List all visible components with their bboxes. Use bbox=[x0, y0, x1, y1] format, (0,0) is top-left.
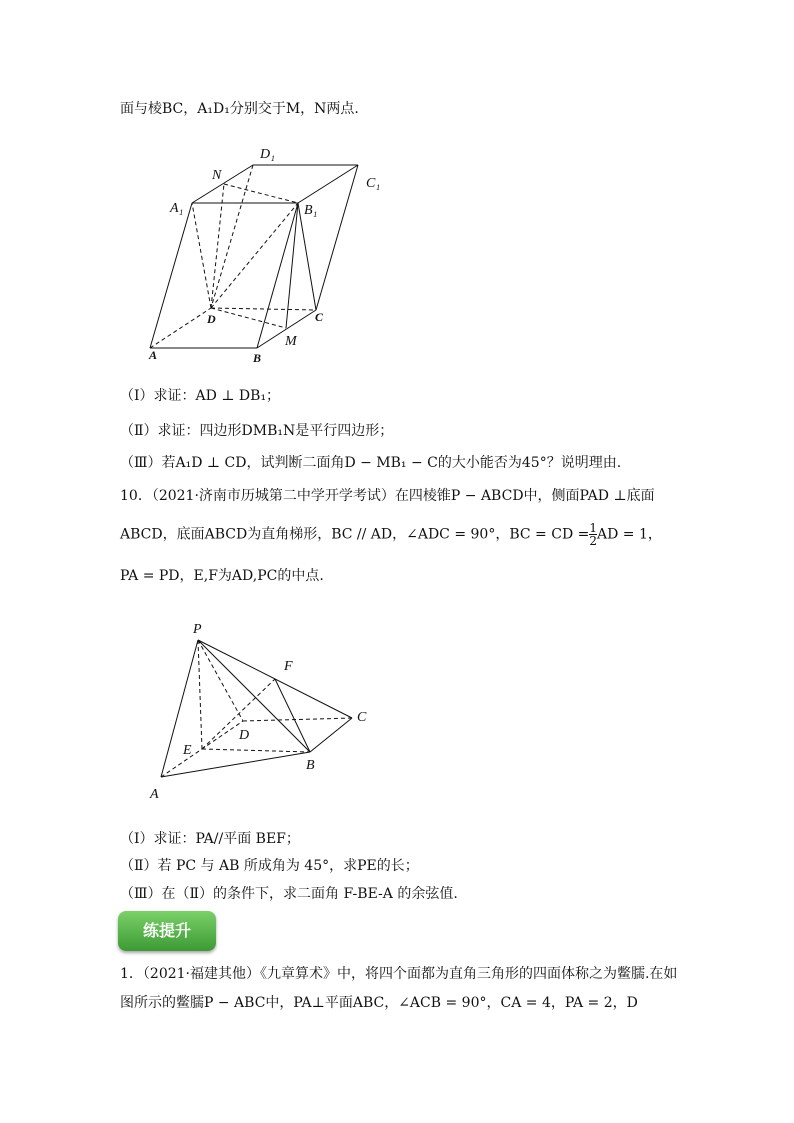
q9-part2: （Ⅱ）求证：四边形DMB₁N是平行四边形； bbox=[120, 423, 394, 439]
q1-line1: 1．（2021·福建其他）《九章算术》中，将四个面都为直角三角形的四面体称之为鳖臑.在如 bbox=[120, 966, 678, 982]
label-M: M bbox=[285, 334, 297, 349]
q10-part1: （Ⅰ）求证：PA//平面 BEF； bbox=[120, 831, 300, 847]
fraction-half: $\frac{1}{2}$ bbox=[589, 521, 597, 548]
q9-part1: （Ⅰ）求证：AD ⊥ DB₁； bbox=[120, 388, 281, 404]
intro-line: 面与棱BC，A₁D₁分别交于M，N两点. bbox=[120, 101, 359, 117]
label-C: C bbox=[357, 710, 367, 725]
label-A: A bbox=[149, 348, 158, 362]
label-B: B bbox=[306, 758, 315, 773]
label-N: N bbox=[212, 168, 222, 183]
label-E: E bbox=[183, 743, 192, 758]
practice-badge: 练提升 bbox=[118, 911, 216, 951]
label-P: P bbox=[193, 622, 202, 637]
label-D: D bbox=[239, 728, 250, 743]
q10-part2: （Ⅱ）若 PC 与 AB 所成角为 45°，求PE的长； bbox=[120, 858, 419, 874]
label-A1: A₁ bbox=[170, 201, 184, 216]
q1-line2: 图所示的鳖臑P − ABC中，PA⊥平面ABC，∠ACB = 90°，CA = 4，PA = 2，D bbox=[120, 995, 638, 1011]
label-D1: D₁ bbox=[260, 147, 275, 162]
q10-line3: PA = PD，E,F为AD,PC的中点. bbox=[120, 568, 324, 584]
label-B1: B₁ bbox=[304, 203, 318, 218]
q10-line1: 10．（2021·济南市历城第二中学开学考试）在四棱锥P − ABCD中，侧面PAD ⊥底面 bbox=[120, 488, 655, 504]
q10-part3: （Ⅲ）在（Ⅱ）的条件下，求二面角 F-BE-A 的余弦值. bbox=[120, 886, 458, 902]
label-C1: C₁ bbox=[366, 176, 381, 191]
label-A: A bbox=[150, 787, 159, 802]
q10-line2-a: ABCD，底面ABCD为直角梯形，BC // AD，∠ADC = 90°，BC = CD = bbox=[120, 526, 590, 543]
label-B: B bbox=[253, 351, 262, 365]
q10-line2-b: AD = 1， bbox=[597, 526, 662, 543]
label-F: F bbox=[284, 659, 293, 674]
label-C: C bbox=[315, 310, 324, 324]
q9-part3: （Ⅲ）若A₁D ⊥ CD，试判断二面角D − MB₁ − C的大小能否为45°？说明理由. bbox=[120, 455, 622, 471]
label-D: D bbox=[207, 312, 216, 326]
